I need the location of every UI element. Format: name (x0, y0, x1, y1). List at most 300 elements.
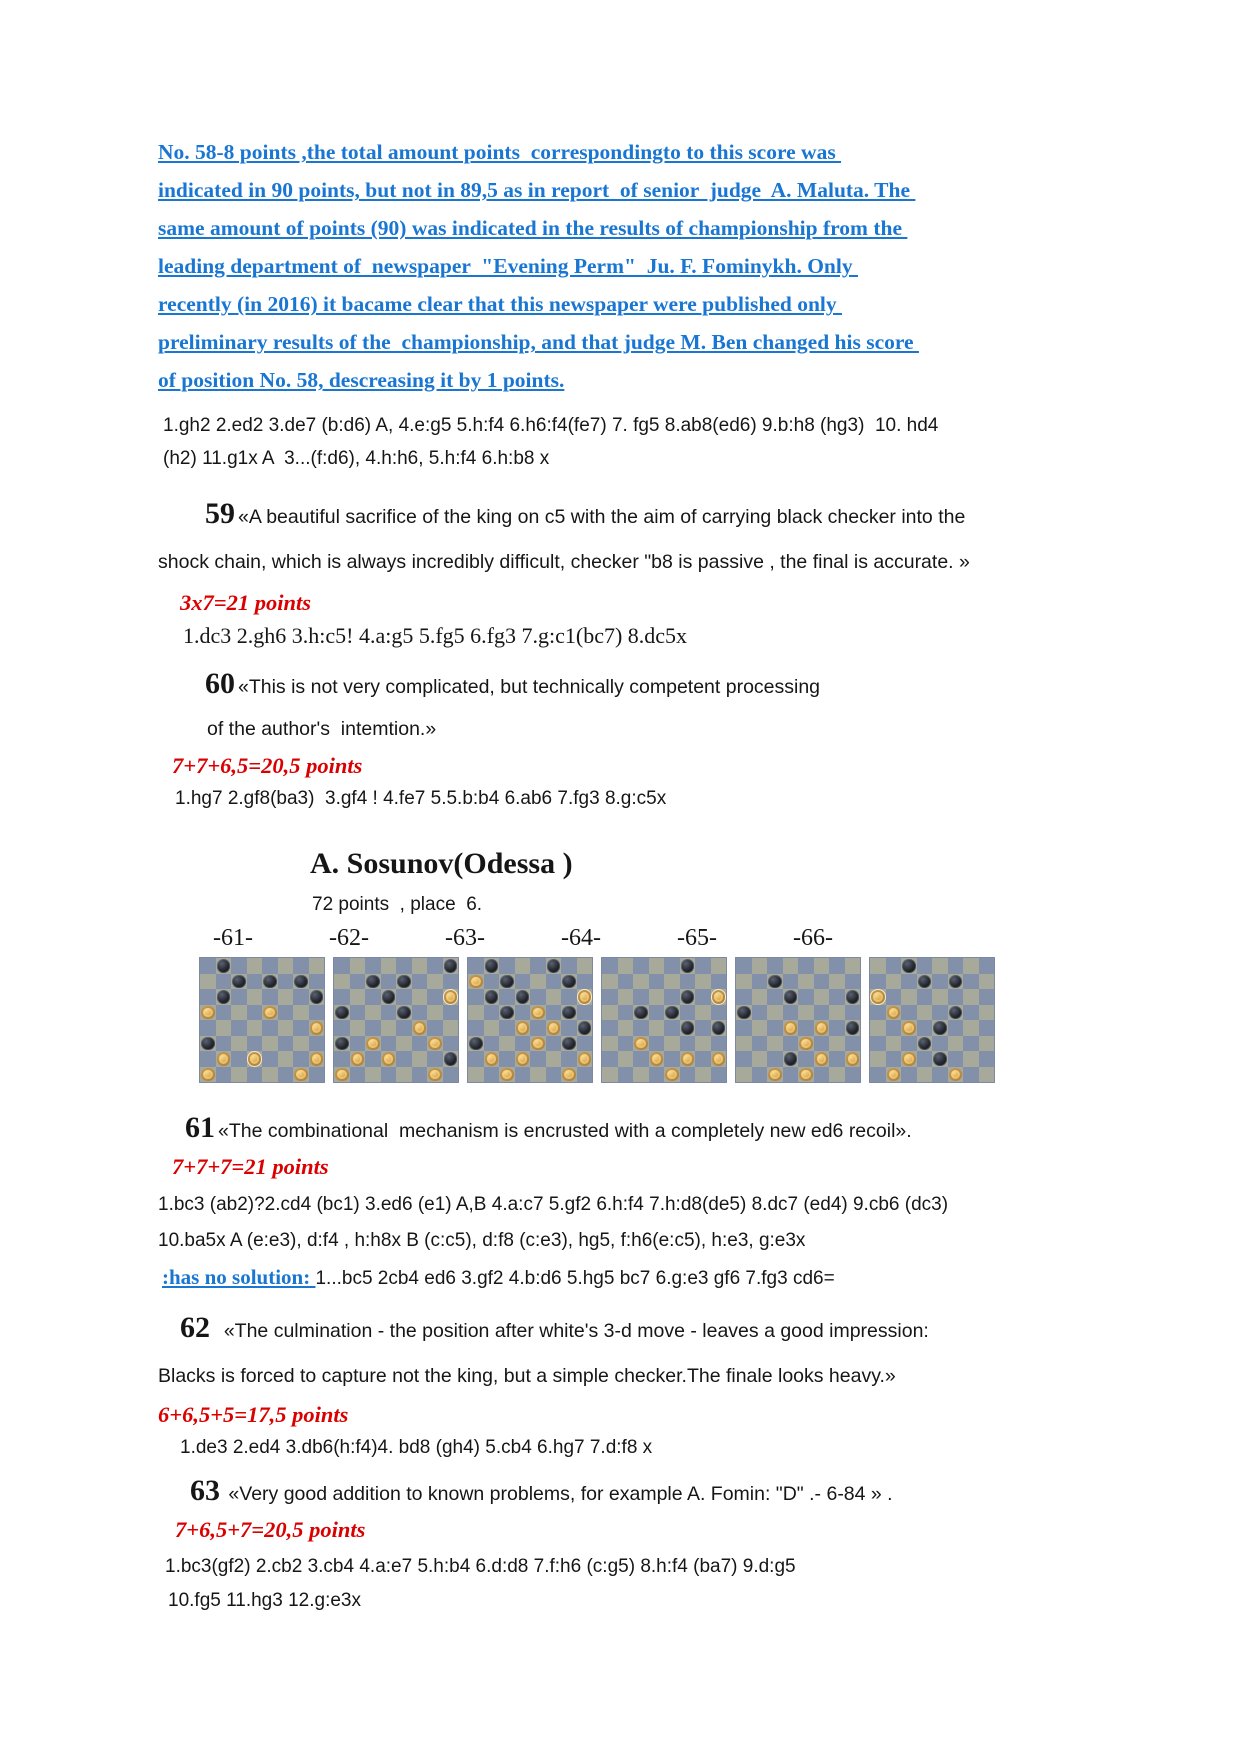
board-square (948, 1036, 964, 1052)
board-square (664, 1067, 680, 1083)
board-square (468, 1036, 484, 1052)
board-square (515, 1036, 531, 1052)
black-checker (681, 990, 695, 1004)
board-square (515, 1005, 531, 1021)
board-square (979, 1051, 995, 1067)
board-square (484, 1067, 500, 1083)
board-square (515, 974, 531, 990)
problem-62-comment-cont: Blacks is forced to capture not the king, but a simple checker.The finale looks heavy.» (158, 1365, 896, 1387)
board-square (752, 1036, 768, 1052)
board-square (515, 1020, 531, 1036)
board-square (468, 974, 484, 990)
board-square (814, 989, 830, 1005)
checkers-board-62 (334, 958, 458, 1082)
board-square (979, 974, 995, 990)
board-square (365, 974, 381, 990)
board-square (680, 1067, 696, 1083)
board-square (783, 1036, 799, 1052)
board-square (845, 1020, 861, 1036)
board-square (350, 1036, 366, 1052)
white-checker (531, 1006, 545, 1020)
board-square (917, 1036, 933, 1052)
board-square (484, 989, 500, 1005)
board-square (334, 1036, 350, 1052)
board-square (736, 958, 752, 974)
white-checker (562, 1068, 576, 1082)
board-square (932, 1051, 948, 1067)
black-checker (500, 1006, 514, 1020)
solution-58-line-2: (h2) 11.g1x A 3...(f:d6), 4.h:h6, 5.h:f4 6.h:b8 x (163, 448, 550, 469)
board-square (618, 958, 634, 974)
board-square (262, 1036, 278, 1052)
board-square (577, 1005, 593, 1021)
board-square (695, 958, 711, 974)
board-square (247, 1036, 263, 1052)
problem-60-comment (158, 663, 1240, 708)
white-checker (681, 1052, 695, 1066)
board-square (381, 1051, 397, 1067)
board-square (948, 1020, 964, 1036)
board-square (546, 974, 562, 990)
board-square (752, 1067, 768, 1083)
board-square (365, 1067, 381, 1083)
board-square (396, 1020, 412, 1036)
black-checker (547, 959, 561, 973)
board-square (711, 1020, 727, 1036)
board-square (561, 1036, 577, 1052)
board-square (736, 1036, 752, 1052)
board-square (917, 1005, 933, 1021)
board-square (829, 1005, 845, 1021)
board-square (695, 1067, 711, 1083)
board-square (381, 1067, 397, 1083)
board-square (561, 1051, 577, 1067)
no-solution-moves: 1...bc5 2cb4 ed6 3.gf2 4.b:d6 5.hg5 bc7 6.g:e3 gf6 7.fg3 cd6= (315, 1268, 835, 1289)
board-square (901, 1051, 917, 1067)
white-checker (712, 1052, 726, 1066)
board-square (963, 1036, 979, 1052)
board-square (247, 1067, 263, 1083)
board-square (216, 1020, 232, 1036)
black-checker (902, 959, 916, 973)
board-square (412, 1020, 428, 1036)
board-square (515, 1067, 531, 1083)
board-square (963, 1005, 979, 1021)
board-square (365, 989, 381, 1005)
board-square (829, 989, 845, 1005)
board-square (468, 1067, 484, 1083)
board-square (262, 989, 278, 1005)
white-checker (413, 1021, 427, 1035)
board-square (530, 1067, 546, 1083)
board-square (695, 1036, 711, 1052)
board-square (381, 1005, 397, 1021)
board-square (577, 1020, 593, 1036)
black-checker (562, 1006, 576, 1020)
white-king-checker (870, 989, 886, 1005)
board-square (901, 1036, 917, 1052)
board-square (577, 1067, 593, 1083)
board-square (468, 1005, 484, 1021)
board-square (200, 1067, 216, 1083)
board-square (350, 1020, 366, 1036)
white-checker (665, 1068, 679, 1082)
board-square (365, 958, 381, 974)
board-square (427, 1020, 443, 1036)
board-square (979, 1020, 995, 1036)
problem-61-moves-line-2: 10.ba5x A (e:e3), d:f4 , h:h8x B (c:c5), d:f8 (c:e3), hg5, f:h6(e:c5), h:e3, g:e3x (158, 1230, 806, 1251)
board-square (798, 989, 814, 1005)
board-square (767, 1020, 783, 1036)
board-square (845, 1036, 861, 1052)
board-square (602, 1067, 618, 1083)
board-square (231, 958, 247, 974)
board-square (711, 1036, 727, 1052)
board-square (262, 958, 278, 974)
board-square (412, 1036, 428, 1052)
board-square (932, 1067, 948, 1083)
board-square (381, 989, 397, 1005)
board-square (293, 989, 309, 1005)
problem-63-moves-line-1: 1.bc3(gf2) 2.cb2 3.cb4 4.a:e7 5.h:b4 6.d:d8 7.f:h6 (c:g5) 8.h:f4 (ba7) 9.d:g5 (165, 1556, 796, 1577)
board-square (293, 974, 309, 990)
board-square (499, 1005, 515, 1021)
board-square (247, 958, 263, 974)
white-checker (382, 1052, 396, 1066)
board-square (499, 958, 515, 974)
board-square (396, 958, 412, 974)
board-square (932, 1020, 948, 1036)
board-square (309, 1020, 325, 1036)
problem-62-moves: 1.de3 2.ed4 3.db6(h:f4)4. bd8 (gh4) 5.cb4 6.hg7 7.d:f8 x (180, 1437, 653, 1458)
board-square (200, 1036, 216, 1052)
white-checker (310, 1021, 324, 1035)
author-score-line: 72 points , place 6. (312, 894, 483, 915)
board-square (649, 1005, 665, 1021)
board-square (736, 1005, 752, 1021)
board-square (396, 989, 412, 1005)
white-checker (351, 1052, 365, 1066)
white-checker (485, 1052, 499, 1066)
board-square (814, 958, 830, 974)
board-square (680, 1005, 696, 1021)
black-checker (918, 1037, 932, 1051)
black-checker (469, 1037, 483, 1051)
board-square (530, 958, 546, 974)
board-square (618, 989, 634, 1005)
black-checker (562, 975, 576, 989)
problem-60-comment-text: «This is not very complicated, but technically competent processing (238, 676, 821, 698)
board-square (350, 1005, 366, 1021)
black-checker (768, 975, 782, 989)
board-square (427, 1036, 443, 1052)
board-square (561, 1067, 577, 1083)
board-square (334, 1005, 350, 1021)
board-square (499, 974, 515, 990)
board-square (664, 1036, 680, 1052)
board-square (917, 958, 933, 974)
board-square (561, 1020, 577, 1036)
board-square (216, 1051, 232, 1067)
white-checker (547, 1021, 561, 1035)
board-square (633, 1067, 649, 1083)
black-checker (294, 975, 308, 989)
board-square (814, 1005, 830, 1021)
problem-62-comment (158, 1305, 1240, 1354)
board-square (932, 974, 948, 990)
board-square (845, 1067, 861, 1083)
board-square (736, 1067, 752, 1083)
board-square (963, 958, 979, 974)
board-square (577, 974, 593, 990)
board-square (901, 1005, 917, 1021)
black-checker (217, 959, 231, 973)
board-square (396, 1005, 412, 1021)
board-square (798, 1067, 814, 1083)
board-square (309, 958, 325, 974)
board-square (231, 1067, 247, 1083)
board-square (350, 989, 366, 1005)
board-square (216, 989, 232, 1005)
board-square (711, 989, 727, 1005)
board-square (783, 974, 799, 990)
problem-62-points: 6+6,5+5=17,5 points (158, 1402, 349, 1427)
board-square (798, 958, 814, 974)
problem-61-moves-line-1: 1.bc3 (ab2)?2.cd4 (bc1) 3.ed6 (e1) A,B 4.a:c7 5.gf2 6.h:f4 7.h:d8(de5) 8.dc7 (ed4) 9.cb6 (dc3) (158, 1194, 949, 1215)
problem-63-moves-line-2: 10.fg5 11.hg3 12.g:e3x (168, 1590, 361, 1611)
board-square (618, 1067, 634, 1083)
white-checker (263, 1006, 277, 1020)
board-square (427, 1067, 443, 1083)
board-square (396, 974, 412, 990)
board-square (736, 1020, 752, 1036)
white-checker (949, 1068, 963, 1082)
board-square (829, 1036, 845, 1052)
black-checker (397, 1006, 411, 1020)
white-king-checker (443, 989, 459, 1005)
black-checker (737, 1006, 751, 1020)
intro-line-7: of position No. 58, descreasing it by 1 points. (158, 368, 565, 392)
board-square (932, 1005, 948, 1021)
board-square (649, 958, 665, 974)
board-square (618, 1005, 634, 1021)
board-square (829, 958, 845, 974)
board-square (695, 1051, 711, 1067)
white-checker (887, 1068, 901, 1082)
board-square (979, 989, 995, 1005)
board-square (412, 1005, 428, 1021)
board-square (783, 1051, 799, 1067)
board-square (901, 1020, 917, 1036)
board-square (948, 958, 964, 974)
board-square (443, 958, 459, 974)
board-square (530, 974, 546, 990)
board-square (664, 989, 680, 1005)
board-square (649, 1067, 665, 1083)
black-checker (933, 1052, 947, 1066)
board-square (814, 1067, 830, 1083)
board-square (484, 1020, 500, 1036)
white-checker (634, 1037, 648, 1051)
checkers-board-66 (870, 958, 994, 1082)
board-square (309, 1051, 325, 1067)
board-square (561, 1005, 577, 1021)
board-square (443, 989, 459, 1005)
black-checker (516, 990, 530, 1004)
problem-60-number: 60 (205, 667, 235, 700)
problem-62-comment-text: «The culmination - the position after white's 3-d move - leaves a good impression: (213, 1320, 929, 1342)
board-square (200, 1020, 216, 1036)
board-square (262, 1067, 278, 1083)
board-square (200, 1005, 216, 1021)
problem-63-comment (158, 1471, 1240, 1514)
board-square (200, 1051, 216, 1067)
black-checker (485, 959, 499, 973)
board-square (309, 1067, 325, 1083)
board-square (499, 1036, 515, 1052)
board-square (901, 989, 917, 1005)
board-square (412, 974, 428, 990)
solution-58-line-1: 1.gh2 2.ed2 3.de7 (b:d6) A, 4.e:g5 5.h:f4 6.h6:f4(fe7) 7. fg5 8.ab8(ed6) 9.b:h8 (hg3) 10. hd4 (163, 415, 939, 436)
board-square (695, 989, 711, 1005)
board-square (484, 1051, 500, 1067)
board-square (783, 1005, 799, 1021)
board-square (334, 989, 350, 1005)
board-square (649, 989, 665, 1005)
board-square (767, 1005, 783, 1021)
black-checker (382, 990, 396, 1004)
board-square (309, 974, 325, 990)
white-checker (310, 1052, 324, 1066)
problem-59-comment (158, 491, 1240, 540)
board-square (247, 1020, 263, 1036)
black-checker (397, 975, 411, 989)
problem-59-moves: 1.dc3 2.gh6 3.h:c5! 4.a:g5 5.fg5 6.fg3 7.g:c1(bc7) 8.dc5x (183, 623, 688, 648)
checkers-board-61 (200, 958, 324, 1082)
board-square (216, 974, 232, 990)
problem-59-number: 59 (205, 497, 235, 530)
board-square (216, 1036, 232, 1052)
black-checker (712, 1021, 726, 1035)
board-square (886, 1051, 902, 1067)
board-square (293, 1067, 309, 1083)
board-square (680, 974, 696, 990)
intro-line-1: No. 58-8 points ,the total amount points correspondingto to this score was (158, 140, 842, 164)
board-square (901, 958, 917, 974)
board-square (216, 1005, 232, 1021)
board-square (602, 989, 618, 1005)
board-square (680, 989, 696, 1005)
board-square (484, 1036, 500, 1052)
board-square (231, 1036, 247, 1052)
board-square (499, 989, 515, 1005)
board-square (886, 1005, 902, 1021)
problem-61-comment (158, 1108, 1240, 1151)
board-square (561, 989, 577, 1005)
black-checker (681, 959, 695, 973)
board-square (247, 1051, 263, 1067)
board-square (262, 974, 278, 990)
board-square (530, 1005, 546, 1021)
problem-61-points: 7+7+7=21 points (172, 1154, 329, 1179)
black-checker (366, 975, 380, 989)
board-square (845, 1051, 861, 1067)
intro-line-5: recently (in 2016) it bacame clear that this newspaper were published only (158, 292, 843, 316)
board-square (262, 1020, 278, 1036)
board-square (309, 1005, 325, 1021)
board-square (932, 958, 948, 974)
board-square (680, 1036, 696, 1052)
black-checker (232, 975, 246, 989)
board-square (649, 1051, 665, 1067)
problem-63-comment-text: «Very good addition to known problems, for example A. Fomin: "D" .- 6-84 » . (223, 1483, 893, 1505)
white-checker (815, 1052, 829, 1066)
board-square (917, 1020, 933, 1036)
board-square (711, 1005, 727, 1021)
board-square (396, 1051, 412, 1067)
board-square (561, 958, 577, 974)
problem-59-points: 3x7=21 points (180, 590, 311, 615)
white-checker (469, 975, 483, 989)
board-square (412, 1067, 428, 1083)
board-square (633, 989, 649, 1005)
white-checker (428, 1068, 442, 1082)
board-square (870, 989, 886, 1005)
board-square (767, 1051, 783, 1067)
board-square (886, 1067, 902, 1083)
board-label-62: -62- (329, 925, 369, 951)
black-checker (201, 1037, 215, 1051)
black-checker (846, 990, 860, 1004)
board-square (798, 1005, 814, 1021)
board-square (886, 1020, 902, 1036)
board-square (200, 989, 216, 1005)
board-square (736, 974, 752, 990)
board-square (695, 1020, 711, 1036)
board-square (216, 958, 232, 974)
intro-line-4: leading department of newspaper "Evening Perm" Ju. F. Fominykh. Only (158, 254, 858, 278)
board-square (515, 958, 531, 974)
problem-61-no-solution-line (162, 1259, 1240, 1297)
board-square (530, 1051, 546, 1067)
board-square (829, 1020, 845, 1036)
board-square (278, 958, 294, 974)
board-square (577, 1051, 593, 1067)
board-square (278, 1005, 294, 1021)
problem-63-points: 7+6,5+7=20,5 points (175, 1517, 366, 1542)
board-square (381, 974, 397, 990)
board-square (365, 1020, 381, 1036)
board-square (948, 1005, 964, 1021)
board-square (200, 958, 216, 974)
board-square (278, 1020, 294, 1036)
board-square (293, 1036, 309, 1052)
board-label-64: -64- (561, 925, 601, 951)
black-checker (310, 990, 324, 1004)
white-checker (902, 1021, 916, 1035)
board-square (443, 1036, 459, 1052)
board-square (499, 1051, 515, 1067)
board-square (602, 974, 618, 990)
board-square (783, 958, 799, 974)
board-square (711, 974, 727, 990)
board-square (231, 974, 247, 990)
board-square (443, 1067, 459, 1083)
board-square (577, 989, 593, 1005)
board-square (530, 1036, 546, 1052)
intro-paragraph (0, 133, 1240, 399)
white-checker (516, 1052, 530, 1066)
